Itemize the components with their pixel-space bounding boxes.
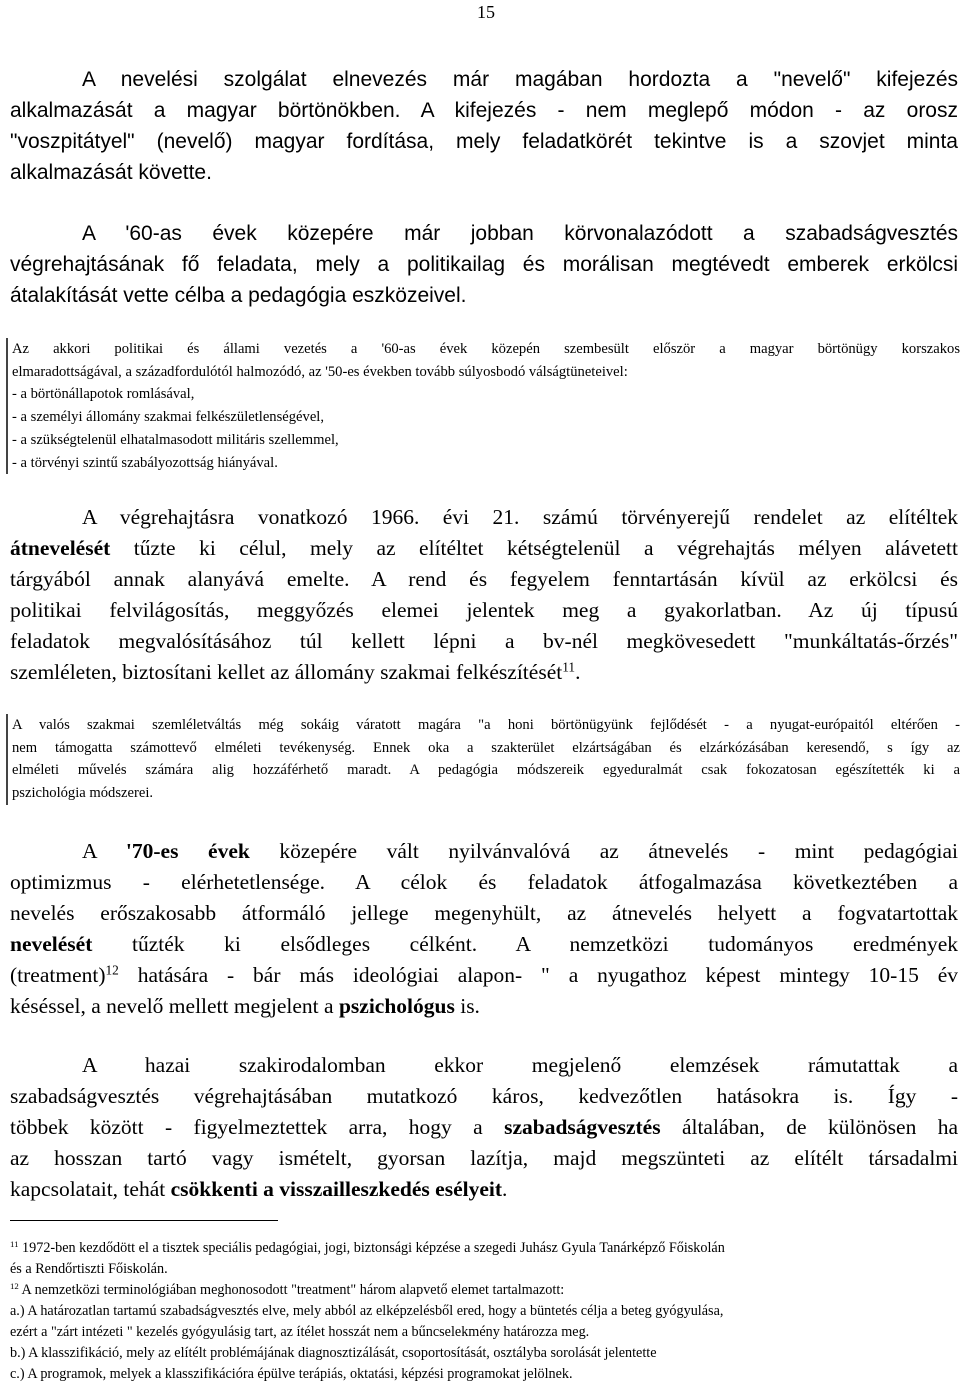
footnote-item-b: b.) A klasszifikáció, mely az elítélt problémájának diagnosztizálását, csoportosítását, osztályba sorolását jelentette	[10, 1345, 657, 1361]
text-line: politikai felvilágosítás, meggyőzés elemei jelentek meg a gyakorlatban. Az új típusú	[10, 598, 958, 622]
footnote-separator	[10, 1220, 278, 1221]
text-line: pszichológia módszerei.	[12, 785, 154, 802]
emphasis-szabadsagvesztes: szabadságvesztés	[504, 1115, 661, 1139]
text-line: kapcsolatait, tehát csökkenti a visszailleszkedés esélyeit.	[10, 1177, 508, 1201]
text-line: szabadságvesztés végrehajtásában mutatkozó káros, kedvezőtlen hatásokra is. Így -	[10, 1084, 958, 1108]
text-line: késéssel, a nevelő mellett megjelent a pszichológus is.	[10, 994, 480, 1018]
emphasis-atneveleset: átnevelését	[10, 536, 111, 560]
text-line: az hosszan tartó vagy ismételt, gyorsan lazítja, majd megszünteti az elítélt társadalmi	[10, 1146, 958, 1170]
text-line: átnevelését tűzte ki célul, mely az elítéltet kétségtelenül a végrehajtás mélyen alávetett	[10, 536, 958, 560]
emphasis-visszailleszkedes: csökkenti a visszailleszkedés esélyeit	[170, 1177, 503, 1201]
quote-block-szemleletvaltas	[6, 714, 960, 805]
paragraph-60as-evek	[10, 218, 958, 311]
text-line: A '60-as évek közepére már jobban körvonalazódott a szabadságvesztés	[82, 222, 958, 245]
text-line: elmaradottságával, a századfordulótól halmozódó, az '50-es években tovább súlyosbodó válságtüneteivel:	[12, 363, 628, 380]
list-item: - a személyi állomány szakmai felkészületlenségével,	[12, 409, 325, 426]
text-line: nevelés erőszakosabb átformáló jellege megenyhült, az átnevelés helyett a fogvatartottak	[10, 901, 958, 925]
text-line: alkalmazását követte.	[10, 161, 212, 184]
text-line: Az akkori politikai és állami vezetés a '60-as évek közepén szembesült először a magyar börtönügy korszakos	[12, 341, 960, 357]
footnote-item-a: a.) A határozatlan tartamú szabadságvesztés elve, mely abból az elképzelésből ered, hogy a büntetés célja a beteg gyógyulása,	[10, 1303, 724, 1319]
text-line: ezért a "zárt intézeti " kezelés gyógyulásig tart, az ítélet hosszát nem a bűncselekmény határozza meg.	[10, 1324, 590, 1340]
page-number: 15	[477, 2, 495, 22]
text-line: és a Rendőrtiszti Főiskolán.	[10, 1261, 168, 1277]
text-line: feladatok megvalósításához túl kellett lépni a bv-nél megkövesedett "munkáltatás-őrzés"	[10, 629, 958, 653]
emphasis-70es-evek: '70-es évek	[125, 839, 250, 863]
text-line: átalakítását vette célba a pedagógia eszközeivel.	[10, 284, 467, 307]
text-line: tárgyából annak alanyává emelte. A rend és fegyelem fenntartásán kívül az erkölcsi és	[10, 567, 958, 591]
emphasis-neveleset: nevelését	[10, 932, 93, 956]
paragraph-hazai-szakirodalom	[10, 1050, 958, 1205]
text-line: többek között - figyelmeztettek arra, hogy a szabadságvesztés általában, de különösen ha	[10, 1115, 959, 1139]
text-line: A hazai szakirodalomban ekkor megjelenő elemzések rámutattak a	[82, 1053, 958, 1077]
quote-block-politikai-vezetes	[6, 338, 960, 474]
emphasis-pszichologus: pszichológus	[338, 994, 455, 1018]
text-line: végrehajtásának fő feladata, mely a politikailag és morálisan megtévedt emberek erkölcsi	[10, 253, 958, 276]
footnote-12: $^{12}$ A nemzetközi terminológiában meghonosodott "treatment" három alapvető elemet tartalmazott:	[10, 1281, 565, 1298]
list-item: - a szükségtelenül elhatalmasodott militáris szellemmel,	[12, 431, 339, 448]
footnote-ref-11: 11	[562, 659, 576, 675]
text-line: nem támogatta számottevő elméleti tevékenység. Ennek oka a szakterület elzártságában és elzárkózásában keresendő, s így az	[12, 739, 960, 756]
text-line: "voszpitátyel" (nevelő) magyar fordítása, mely feladatkörét tekintve is a szovjet minta	[10, 130, 958, 153]
text-line: elméleti művelés számára alig hozzáférhető maradt. A pedagógia módszereik egyeduralmát csak fokozatosan egészítették ki a	[12, 762, 960, 779]
footnote-11: $^{11}$ 1972-ben kezdődött el a tisztek speciális pedagógiai, jogi, biztonsági képzése a szegedi Juhász Gyula Tanárképző Főiskolán	[10, 1239, 725, 1256]
list-item: - a törvényi szintű szabályozottság hiányával.	[12, 454, 278, 471]
paragraph-1966-rendelet	[10, 502, 958, 688]
text-line: alkalmazását a magyar börtönökben. A kifejezés - nem meglepő módon - az orosz	[10, 99, 958, 122]
footnotes	[10, 1238, 958, 1385]
text-line: szemléleten, biztosítani kellet az állomány szakmai felkészítését$^{11}$.	[10, 659, 581, 684]
text-line: A végrehajtásra vonatkozó 1966. évi 21. számú törvényerejű rendelet az elítéltek	[82, 505, 958, 529]
text-line: A nevelési szolgálat elnevezés már magában hordozta a "nevelő" kifejezés	[82, 68, 958, 91]
text-line: (treatment)$^{12}$ hatására - bár más ideológiai alapon- " a nyugathoz képest mintegy 10-15 év	[10, 962, 958, 987]
paragraph-nevelesi-szolgalat	[10, 64, 958, 188]
footnote-ref-12: 12	[105, 962, 119, 978]
text-line: A valós szakmai szemléletváltás még sokáig váratott magára "a honi börtönügyünk fejlődését - a nyugat-európaitól eltérően -	[12, 717, 960, 733]
list-item: - a börtönállapotok romlásával,	[12, 386, 195, 403]
footnote-item-c: c.) A programok, melyek a klasszifikációra épülve terápiás, oktatási, képzési programokat jelölnek.	[10, 1366, 573, 1382]
paragraph-70es-evek	[10, 836, 958, 1022]
text-line: A '70-es évek közepére vált nyilvánvalóvá az átnevelés - mint pedagógiai	[82, 839, 959, 863]
text-line: optimizmus - elérhetetlensége. A célok és feladatok átfogalmazása következtében a	[10, 870, 958, 894]
text-line: nevelését tűzték ki elsődleges célként. A nemzetközi tudományos eredmények	[10, 932, 958, 956]
